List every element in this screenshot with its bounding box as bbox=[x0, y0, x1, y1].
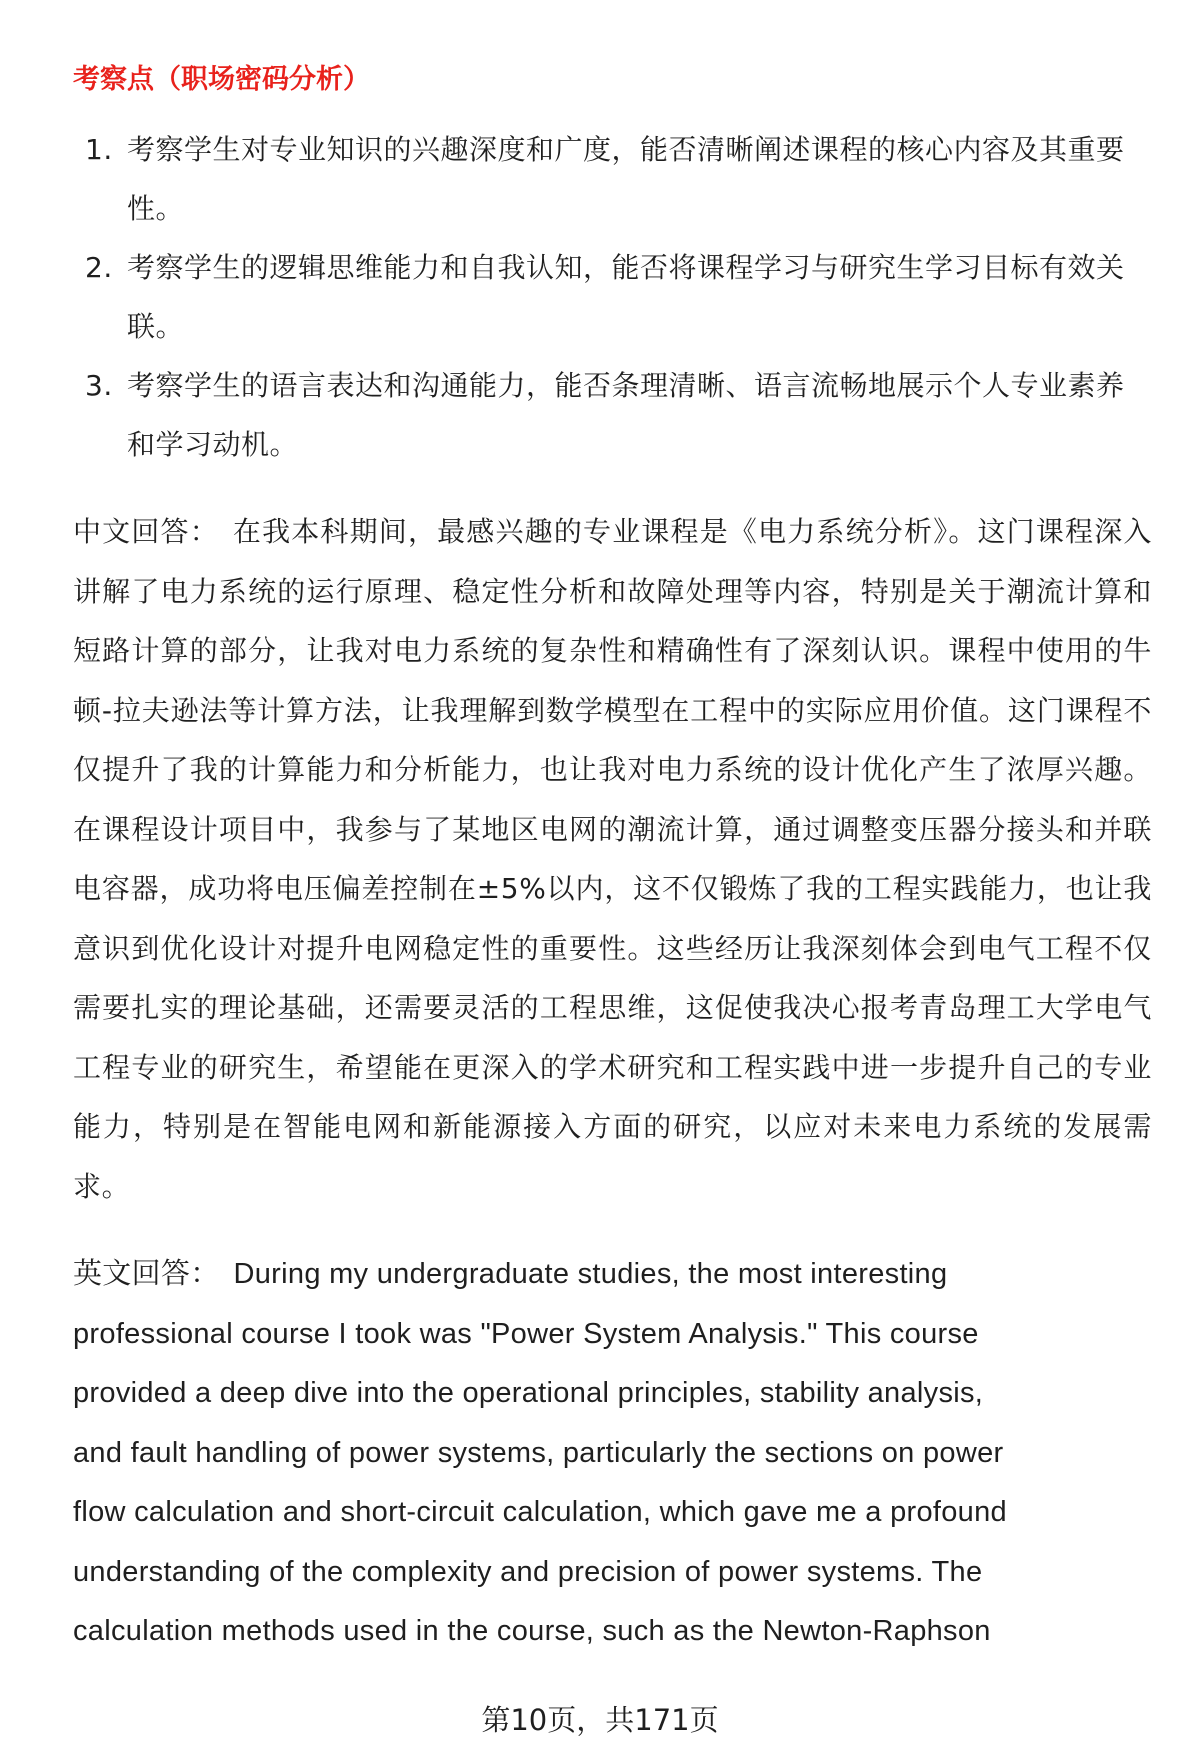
list-item-number: 2. bbox=[85, 251, 113, 284]
list-item-number: 3. bbox=[85, 369, 113, 402]
english-answer-text: During my undergraduate studies, the most interesting professional course I took was "Power System Analysis." This course provided a deep dive into the operational principles, stability analysis, and fault handling of power systems, particularly the sections on power flow calculation and short-circuit calculation, which gave me a profound understanding of the complexity and precision of power systems. The calculation methods used in the course, such as the Newton-Raphson bbox=[73, 1258, 1007, 1647]
list-item-text: 考察学生的语言表达和沟通能力，能否条理清晰、语言流畅地展示个人专业素养和学习动机。 bbox=[127, 369, 1125, 461]
list-item bbox=[73, 356, 1152, 474]
chinese-answer-label: 中文回答： bbox=[73, 515, 219, 548]
assessment-points-list bbox=[73, 120, 1152, 474]
chinese-answer-text: 在我本科期间，最感兴趣的专业课程是《电力系统分析》。这门课程深入讲解了电力系统的运行原理、稳定性分析和故障处理等内容，特别是关于潮流计算和短路计算的部分，让我对电力系统的复杂性和精确性有了深刻认识。课程中使用的牛顿-拉夫逊法等计算方法，让我理解到数学模型在工程中的实际应用价值。这门课程不仅提升了我的计算能力和分析能力，也让我对电力系统的设计优化产生了浓厚兴趣。在课程设计项目中，我参与了某地区电网的潮流计算，通过调整变压器分接头和并联电容器，成功将电压偏差控制在±5%以内，这不仅锻炼了我的工程实践能力，也让我意识到优化设计对提升电网稳定性的重要性。这些经历让我深刻体会到电气工程不仅需要扎实的理论基础，还需要灵活的工程思维，这促使我决心报考青岛理工大学电气工程专业的研究生，希望能在更深入的学术研究和工程实践中进一步提升自己的专业能力，特别是在智能电网和新能源接入方面的研究，以应对未来电力系统的发展需求。 bbox=[73, 515, 1152, 1203]
list-item-number: 1. bbox=[85, 133, 113, 166]
list-item bbox=[73, 120, 1152, 238]
section-title: 考察点（职场密码分析） bbox=[73, 64, 370, 95]
chinese-answer-paragraph bbox=[73, 502, 1152, 1216]
list-item-text: 考察学生对专业知识的兴趣深度和广度，能否清晰阐述课程的核心内容及其重要性。 bbox=[127, 133, 1125, 225]
english-answer-paragraph bbox=[73, 1245, 1152, 1662]
english-answer-label: 英文回答： bbox=[73, 1258, 220, 1290]
list-item bbox=[73, 238, 1152, 356]
list-item-text: 考察学生的逻辑思维能力和自我认知，能否将课程学习与研究生学习目标有效关联。 bbox=[127, 251, 1125, 343]
page-number-footer: 第10页，共171页 bbox=[481, 1703, 719, 1737]
